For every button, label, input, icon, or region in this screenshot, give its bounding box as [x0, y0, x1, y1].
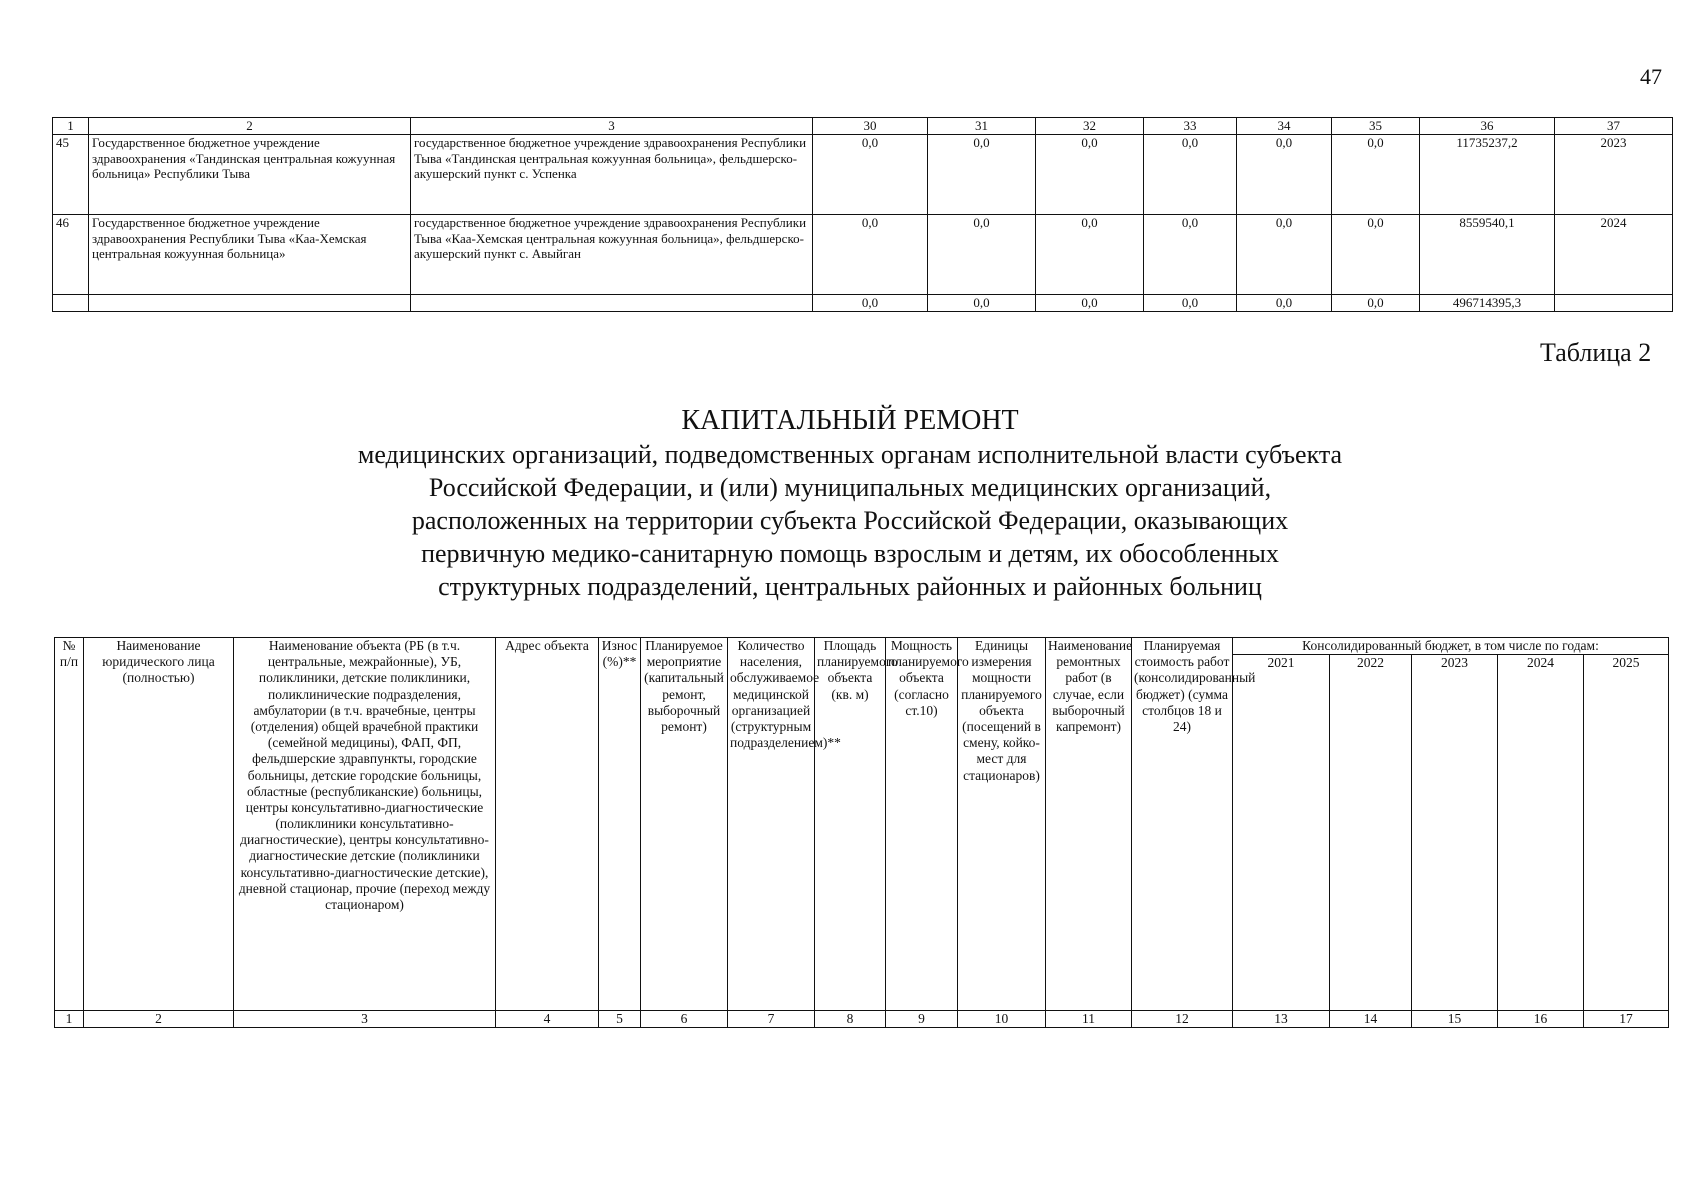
header-cell: 31 — [928, 118, 1036, 135]
total-cost-cell: 496714395,3 — [1420, 295, 1555, 312]
budget-header: Консолидированный бюджет, в том числе по годам: — [1233, 638, 1669, 655]
cost-cell: 11735237,2 — [1420, 135, 1555, 215]
column-number: 8 — [815, 1011, 886, 1028]
value-cell: 0,0 — [1144, 215, 1237, 295]
column-header: Единицы измерения мощности планируемого объекта (посещений в смену, койко-мест для стационаров) — [958, 638, 1046, 1011]
column-header: Износ (%)** — [599, 638, 641, 1011]
header-cell: 32 — [1036, 118, 1144, 135]
legal-entity-cell: Государственное бюджетное учреждение здравоохранения «Тандинская центральная кожуунная больница» Республики Тыва — [89, 135, 411, 215]
value-cell: 0,0 — [1036, 135, 1144, 215]
table-row — [53, 215, 1673, 295]
column-number: 5 — [599, 1011, 641, 1028]
column-number: 12 — [1132, 1011, 1233, 1028]
total-cell: 0,0 — [1237, 295, 1332, 312]
value-cell: 0,0 — [1237, 215, 1332, 295]
value-cell: 0,0 — [1237, 135, 1332, 215]
column-header: Наименование объекта (РБ (в т.ч. центральные, межрайонные), УБ, поликлиники, детские поликлиники, поликлинические подразделения, амбулатории (в т.ч. врачебные, центры (отделения) общей врачебной практики (семейной медицины), ФАП, ФП, фельдшерские здравпункты, городские больницы, детские городские больницы, областные (республиканские) больницы, центры консультативно-диагностические (поликлиники консультативно-диагностические), центры консультативно-диагностические детские (поликлиники консультативно-диагностические детские), дневной стационар, прочие (переход между стационаром) — [234, 638, 496, 1011]
object-cell: государственное бюджетное учреждение здравоохранения Республики Тыва «Тандинская центральная кожуунная больница», фельдшерско-акушерский пункт с. Успенка — [411, 135, 813, 215]
column-number: 17 — [1584, 1011, 1669, 1028]
column-header: Планируемое мероприятие (капитальный ремонт, выборочный ремонт) — [641, 638, 728, 1011]
value-cell: 0,0 — [1036, 215, 1144, 295]
object-cell: государственное бюджетное учреждение здравоохранения Республики Тыва «Каа-Хемская центральная кожуунная больница», фельдшерско-акушерский пункт с. Авыйган — [411, 215, 813, 295]
value-cell: 0,0 — [1332, 135, 1420, 215]
column-number: 7 — [728, 1011, 815, 1028]
legal-entity-cell: Государственное бюджетное учреждение здравоохранения Республики Тыва «Каа-Хемская центральная кожуунная больница» — [89, 215, 411, 295]
table-header-row — [53, 118, 1673, 135]
page-number: 47 — [1640, 64, 1662, 89]
header-row — [55, 638, 1669, 655]
total-row — [53, 295, 1673, 312]
capital-repair-table — [54, 637, 1669, 1028]
total-cell: 0,0 — [1144, 295, 1237, 312]
header-cell: 33 — [1144, 118, 1237, 135]
column-number: 9 — [886, 1011, 958, 1028]
column-number: 1 — [55, 1011, 84, 1028]
column-number: 14 — [1330, 1011, 1412, 1028]
column-number: 16 — [1498, 1011, 1584, 1028]
row-number: 45 — [53, 135, 89, 215]
title-main: КАПИТАЛЬНЫЙ РЕМОНТ — [681, 405, 1019, 436]
header-cell: 1 — [53, 118, 89, 135]
title-line: структурных подразделений, центральных районных и районных больниц — [438, 572, 1262, 601]
column-header: № п/п — [55, 638, 84, 1011]
column-header: Планируемая стоимость работ (консолидированный бюджет) (сумма столбцов 18 и 24) — [1132, 638, 1233, 1011]
empty-cell — [411, 295, 813, 312]
continuation-table — [52, 117, 1673, 312]
row-number: 46 — [53, 215, 89, 295]
title-line: Российской Федерации, и (или) муниципальных медицинских организаций, — [428, 473, 1272, 502]
header-cell: 3 — [411, 118, 813, 135]
column-number: 6 — [641, 1011, 728, 1028]
column-number: 3 — [234, 1011, 496, 1028]
value-cell: 0,0 — [928, 135, 1036, 215]
year-header: 2025 — [1584, 655, 1669, 1011]
column-header: Наименование ремонтных работ (в случае, если выборочный капремонт) — [1046, 638, 1132, 1011]
year-cell: 2024 — [1555, 215, 1673, 295]
total-year-cell — [1555, 295, 1673, 312]
total-cell: 0,0 — [813, 295, 928, 312]
column-numbers-row — [55, 1011, 1669, 1028]
title-line: первичную медико-санитарную помощь взрослым и детям, их обособленных — [421, 539, 1279, 568]
column-header: Адрес объекта — [496, 638, 599, 1011]
empty-cell — [53, 295, 89, 312]
document-title — [300, 404, 1400, 603]
year-header: 2024 — [1498, 655, 1584, 1011]
year-header: 2021 — [1233, 655, 1330, 1011]
table-label: Таблица 2 — [1540, 338, 1652, 367]
header-cell: 36 — [1420, 118, 1555, 135]
title-line: медицинских организаций, подведомственных органам исполнительной власти субъекта — [357, 440, 1343, 469]
column-header: Площадь планируемого объекта (кв. м) — [815, 638, 886, 1011]
year-header: 2022 — [1330, 655, 1412, 1011]
column-number: 13 — [1233, 1011, 1330, 1028]
column-number: 10 — [958, 1011, 1046, 1028]
value-cell: 0,0 — [813, 135, 928, 215]
value-cell: 0,0 — [813, 215, 928, 295]
column-header: Наименование юридического лица (полностью) — [84, 638, 234, 1011]
year-cell: 2023 — [1555, 135, 1673, 215]
cost-cell: 8559540,1 — [1420, 215, 1555, 295]
column-number: 11 — [1046, 1011, 1132, 1028]
column-number: 4 — [496, 1011, 599, 1028]
value-cell: 0,0 — [1144, 135, 1237, 215]
value-cell: 0,0 — [928, 215, 1036, 295]
column-header: Количество населения, обслуживаемое медицинской организацией (структурным подразделением)** — [728, 638, 815, 1011]
header-cell: 30 — [813, 118, 928, 135]
empty-cell — [89, 295, 411, 312]
total-cell: 0,0 — [1036, 295, 1144, 312]
column-number: 2 — [84, 1011, 234, 1028]
column-header: Мощность планируемого объекта (согласно ст.10) — [886, 638, 958, 1011]
year-header: 2023 — [1412, 655, 1498, 1011]
header-cell: 35 — [1332, 118, 1420, 135]
header-cell: 34 — [1237, 118, 1332, 135]
header-cell: 37 — [1555, 118, 1673, 135]
header-cell: 2 — [89, 118, 411, 135]
column-number: 15 — [1412, 1011, 1498, 1028]
total-cell: 0,0 — [1332, 295, 1420, 312]
table-row — [53, 135, 1673, 215]
total-cell: 0,0 — [928, 295, 1036, 312]
value-cell: 0,0 — [1332, 215, 1420, 295]
title-line: расположенных на территории субъекта Российской Федерации, оказывающих — [411, 506, 1289, 535]
